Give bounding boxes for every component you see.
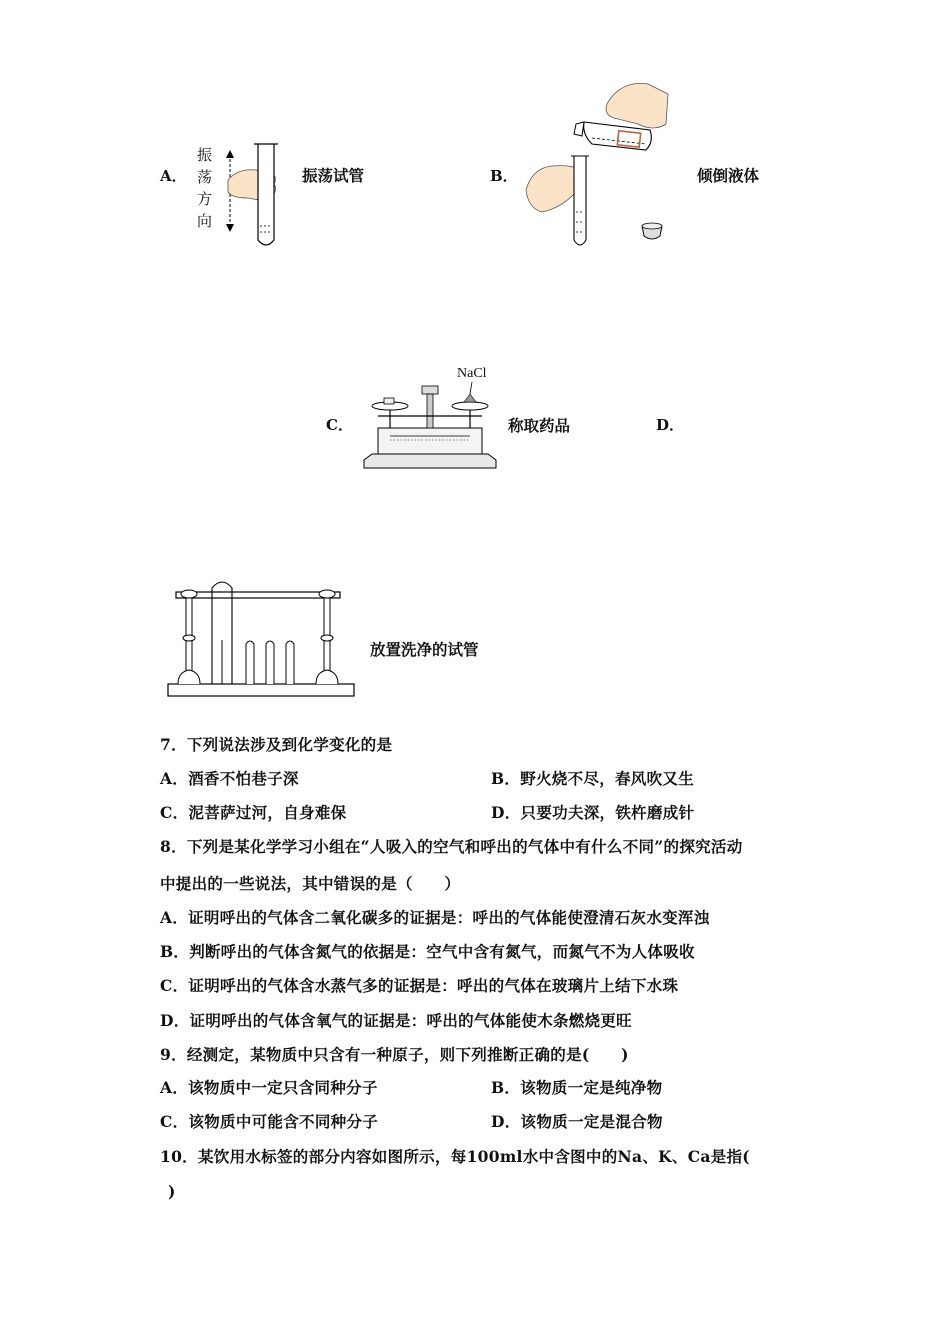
q7-option-a: A．酒香不怕巷子深	[160, 769, 299, 788]
q9-option-a: A．该物质中一定只含同种分子	[160, 1078, 378, 1097]
option-c-caption: 称取药品	[508, 416, 571, 435]
q9-option-b: B．该物质一定是纯净物	[491, 1078, 663, 1097]
option-a-letter: A．	[160, 167, 187, 185]
question-10-stem-line1: 10．某饮用水标签的部分内容如图所示，每100ml水中含图中的Na、K、Ca是指(	[160, 1147, 750, 1166]
q7-option-c: C．泥菩萨过河，自身难保	[160, 803, 347, 822]
nacl-label: NaCl	[457, 366, 487, 381]
q8-option-c: C．证明呼出的气体含水蒸气多的证据是：呼出的气体在玻璃片上结下水珠	[160, 976, 679, 995]
question-7-stem: 7．下列说法涉及到化学变化的是	[160, 735, 393, 754]
direction-char-2: 荡	[197, 168, 213, 186]
q7-option-b: B．野火烧不尽，春风吹又生	[491, 769, 695, 788]
option-d-caption: 放置洗净的试管	[370, 640, 479, 659]
direction-char-3: 方	[197, 190, 213, 208]
option-b-letter: B．	[490, 167, 518, 185]
question-8-stem-line1: 8．下列是某化学学习小组在“人吸入的空气和呼出的气体中有什么不同”的探究活动	[160, 837, 743, 856]
pour-liquid-illustration	[522, 72, 672, 250]
question-8-stem-line2: 中提出的一些说法，其中错误的是（ ）	[160, 874, 461, 893]
balance-illustration	[360, 382, 500, 474]
option-a-caption: 振荡试管	[302, 166, 365, 185]
direction-char-4: 向	[197, 212, 213, 230]
direction-char-1: 振	[197, 146, 213, 164]
question-9-stem: 9．经测定，某物质中只含有一种原子，则下列推断正确的是( )	[160, 1045, 629, 1064]
test-tube-rack-illustration	[166, 580, 358, 700]
shake-direction-label	[197, 144, 215, 232]
q9-option-d: D．该物质一定是混合物	[491, 1112, 663, 1131]
q7-option-d: D．只要功夫深，铁杵磨成针	[491, 803, 695, 822]
shake-test-tube-illustration	[218, 140, 288, 252]
q8-option-d: D．证明呼出的气体含氧气的证据是：呼出的气体能使木条燃烧更旺	[160, 1011, 632, 1030]
q9-option-c: C．该物质中可能含不同种分子	[160, 1112, 379, 1131]
q8-option-a: A．证明呼出的气体含二氧化碳多的证据是：呼出的气体能使澄清石灰水变浑浊	[160, 908, 710, 927]
question-10-stem-line2: )	[168, 1182, 176, 1201]
q8-option-b: B．判断呼出的气体含氮气的依据是：空气中含有氮气，而氮气不为人体吸收	[160, 942, 695, 961]
option-d-letter: D．	[656, 416, 685, 434]
option-c-letter: C．	[326, 416, 353, 434]
option-b-caption: 倾倒液体	[697, 166, 760, 185]
